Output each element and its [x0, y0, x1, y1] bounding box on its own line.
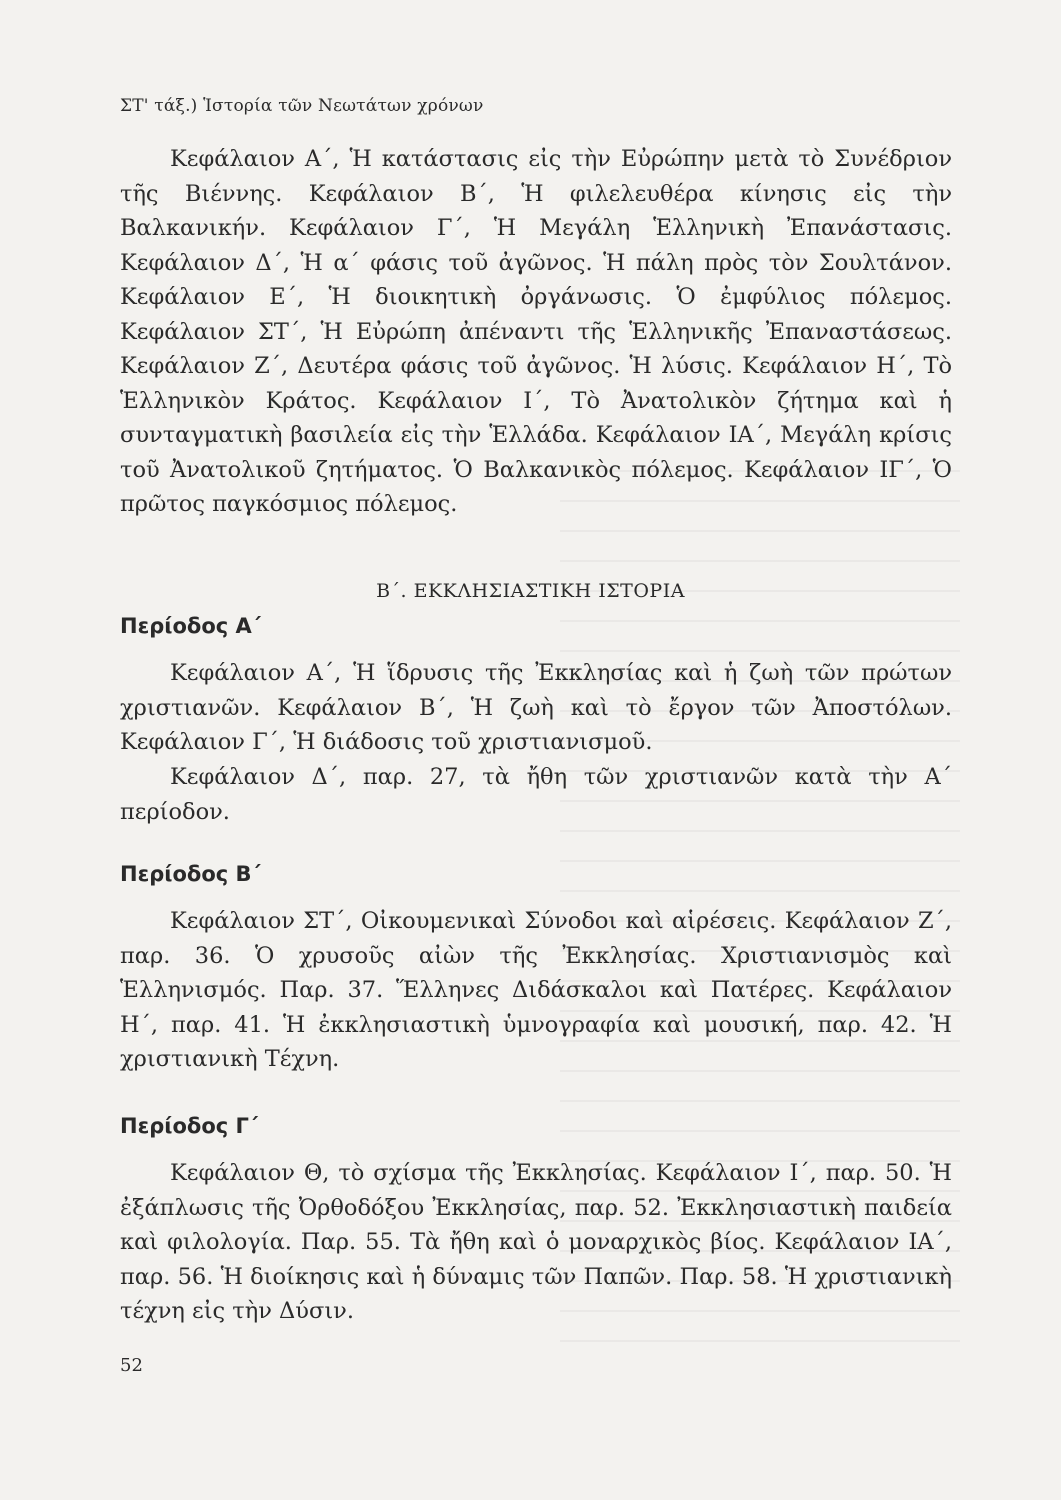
running-header: ΣΤ' τάξ.) Ἱστορία τῶν Νεωτάτων χρόνων: [120, 96, 484, 116]
period-a-paragraph-1: Κεφάλαιον Α΄, Ἡ ἵδρυσις τῆς Ἐκκλησίας καὶ ἡ ζωὴ τῶν πρώτων χριστιανῶν. Κεφάλαιον Β΄, Ἡ ζωὴ καὶ τὸ ἔργον τῶν Ἀποστόλων. Κεφάλαιον Γ΄, Ἡ διάδοσις τοῦ χριστιανισμοῦ.: [120, 660, 952, 755]
period-c-paragraph: Κεφάλαιον Θ, τὸ σχίσμα τῆς Ἐκκλησίας. Κεφάλαιον Ι΄, παρ. 50. Ἡ ἐξάπλωσις τῆς Ὀρθοδόξου Ἐκκλησίας, παρ. 52. Ἐκκλησιαστικὴ παιδεία καὶ φιλολογία. Παρ. 55. Τὰ ἤθη καὶ ὁ μοναρχικὸς βίος. Κεφάλαιον ΙΑ΄, παρ. 56. Ἡ διοίκησις καὶ ἡ δύναμις τῶν Παπῶν. Παρ. 58. Ἡ χριστιανικὴ τέχνη εἰς τὴν Δύσιν.: [120, 1160, 952, 1324]
modern-history-chapters: Κεφάλαιον Α΄, Ἡ κατάστασις εἰς τὴν Εὐρώπην μετὰ τὸ Συνέδριον τῆς Βιέννης. Κεφάλαιον Β΄, Ἡ φιλελευθέρα κίνησις εἰς τὴν Βαλκανικήν. Κεφάλαιον Γ΄, Ἡ Μεγάλη Ἑλληνικὴ Ἐπανάστασις. Κεφάλαιον Δ΄, Ἡ α΄ φάσις τοῦ ἀγῶνος. Ἡ πάλη πρὸς τὸν Σουλτάνον. Κεφάλαιον Ε΄, Ἡ διοικητικὴ ὀργάνωσις. Ὁ ἐμφύλιος πόλεμος. Κεφάλαιον ΣΤ΄, Ἡ Εὐρώπη ἀπέναντι τῆς Ἑλληνικῆς Ἐπαναστάσεως. Κεφάλαιον Ζ΄, Δευτέρα φάσις τοῦ ἀγῶνος. Ἡ λύσις. Κεφάλαιον Η΄, Τὸ Ἑλληνικὸν Κράτος. Κεφάλαιον Ι΄, Τὸ Ἀνατολικὸν ζήτημα καὶ ἡ συνταγματικὴ βασιλεία εἰς τὴν Ἑλλάδα. Κεφάλαιον ΙΑ΄, Μεγάλη κρίσις τοῦ Ἀνατολικοῦ ζητήματος. Ὁ Βαλκανικὸς πόλεμος. Κεφάλαιον ΙΓ΄, Ὁ πρῶτος παγκόσμιος πόλεμος.: [120, 146, 952, 517]
period-c-heading: Περίοδος Γ΄: [120, 1114, 259, 1138]
period-b-paragraph: Κεφάλαιον ΣΤ΄, Οἰκουμενικαὶ Σύνοδοι καὶ αἱρέσεις. Κεφάλαιον Ζ΄, παρ. 36. Ὁ χρυσοῦς αἰὼν τῆς Ἐκκλησίας. Χριστιανισμὸς καὶ Ἑλληνισμός. Παρ. 37. Ἕλληνες Διδάσκαλοι καὶ Πατέρες. Κεφάλαιον Η΄, παρ. 41. Ἡ ἐκκλησιαστικὴ ὑμνογραφία καὶ μουσική, παρ. 42. Ἡ χριστιανικὴ Τέχνη.: [120, 908, 952, 1072]
period-b-heading: Περίοδος Β΄: [120, 862, 261, 886]
page-number: 52: [120, 1355, 143, 1376]
period-a-heading: Περίοδος Α΄: [120, 614, 262, 638]
section-title-church-history: Β΄. ΕΚΚΛΗΣΙΑΣΤΙΚΗ ΙΣΤΟΡΙΑ: [376, 580, 685, 602]
period-a-paragraph-2: Κεφάλαιον Δ΄, παρ. 27, τὰ ἤθη τῶν χριστιανῶν κατὰ τὴν Α΄ περίοδον.: [120, 764, 952, 825]
